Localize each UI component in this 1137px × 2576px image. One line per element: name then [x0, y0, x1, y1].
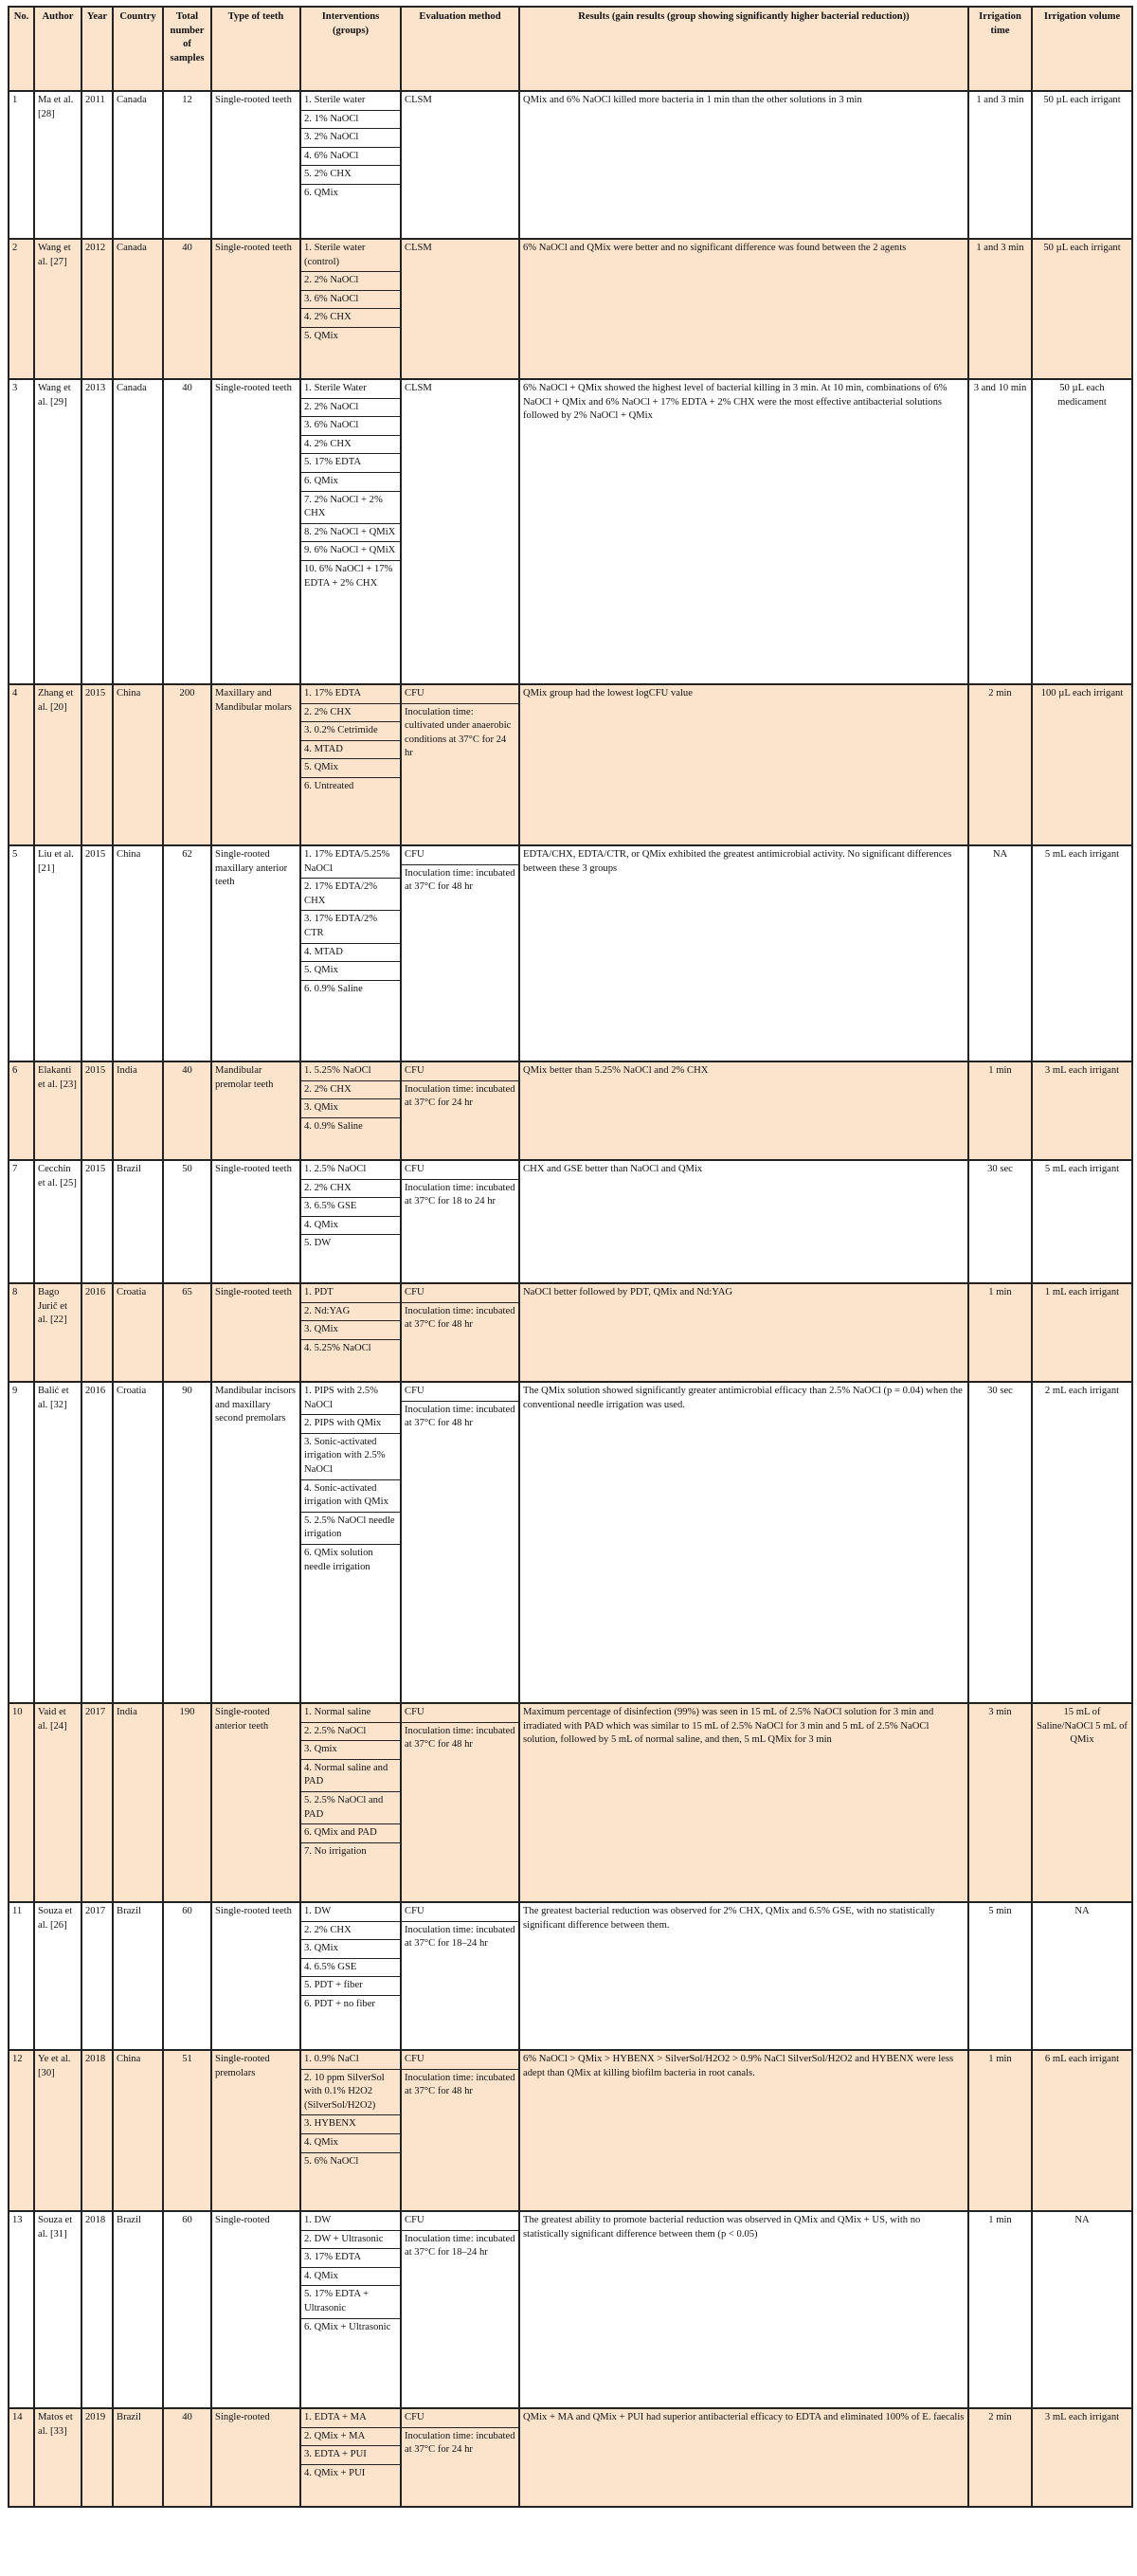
intervention-item: 3. QMix [301, 1321, 400, 1340]
header-no: No. [9, 7, 34, 91]
cell-year: 2015 [81, 1160, 113, 1283]
intervention-item: 2. DW + Ultrasonic [301, 2231, 400, 2250]
cell-evaluation [401, 2050, 519, 2211]
intervention-item: 6. QMix [304, 188, 338, 199]
cell-time: 1 min [968, 1061, 1032, 1160]
cell-author: Matos et al. [33] [34, 2408, 81, 2507]
header-volume: Irrigation volume [1032, 7, 1132, 91]
intervention-item: 5. QMix [301, 759, 400, 778]
cell-year: 2015 [81, 845, 113, 1061]
cell-samples: 12 [163, 91, 211, 239]
cell-year: 2013 [81, 379, 113, 684]
cell-author: Souza et al. [26] [34, 1902, 81, 2050]
intervention-item: 3. EDTA + PUI [301, 2446, 400, 2465]
intervention-item: 3. HYBENX [301, 2115, 400, 2134]
cell-time: 3 and 10 min [968, 379, 1032, 684]
cell-author: Cecchin et al. [25] [34, 1160, 81, 1283]
cell-interventions [300, 2050, 401, 2211]
inoculation-note: Inoculation time: incubated at 37°C for 48 hr [405, 1305, 515, 1331]
cell-no: 9 [9, 1382, 34, 1703]
cell-evaluation [401, 1283, 519, 1382]
cell-author: Balić et al. [32] [34, 1382, 81, 1703]
cell-year: 2016 [81, 1382, 113, 1703]
intervention-item: 4. 5.25% NaOCl [304, 1342, 371, 1353]
intervention-item: 1. EDTA + MA [301, 2409, 400, 2428]
intervention-item: 1. 2.5% NaOCl [301, 1161, 400, 1180]
intervention-item: 4. 2% CHX [301, 309, 400, 328]
intervention-item: 2. 10 ppm SilverSol with 0.1% H2O2 (SilverSol/H2O2) [301, 2070, 400, 2116]
intervention-item: 2. 17% EDTA/2% CHX [301, 879, 400, 911]
cell-results: 6% NaOCl > QMix > HYBENX > SilverSol/H2O2 > 0.9% NaCl SilverSol/H2O2 and HYBENX were less adept than QMix at killing biofilm bacteria in root canals. [519, 2050, 968, 2211]
header-author: Author [34, 7, 81, 91]
intervention-item: 5. DW [304, 1238, 332, 1249]
cell-year: 2015 [81, 684, 113, 845]
intervention-item: 5. QMix [301, 962, 400, 981]
cell-results: QMix and 6% NaOCl killed more bacteria in 1 min than the other solutions in 3 min [519, 91, 968, 239]
cell-time: 2 min [968, 2408, 1032, 2507]
cell-country: Canada [113, 91, 163, 239]
intervention-item: 1. Sterile Water [301, 380, 400, 399]
table-row [9, 1382, 1132, 1703]
cell-teeth: Maxillary and Mandibular molars [211, 684, 300, 845]
cell-no: 1 [9, 91, 34, 239]
cell-teeth: Single-rooted teeth [211, 379, 300, 684]
cell-evaluation [401, 684, 519, 845]
intervention-item: 4. 6.5% GSE [301, 1959, 400, 1978]
cell-results: 6% NaOCl + QMix showed the highest level of bacterial killing in 3 min. At 10 min, combinations of 6% NaOCl + QMix and 6% NaOCl + 17% EDTA + 2% CHX were the most effective antibacterial solutions followed by 2% NaOCl + QMix [519, 379, 968, 684]
intervention-item: 6. QMix [301, 473, 400, 492]
cell-year: 2018 [81, 2050, 113, 2211]
intervention-item: 2. 1% NaOCl [301, 111, 400, 130]
intervention-item: 3. Sonic-activated irrigation with 2.5% NaOCl [301, 1434, 400, 1480]
cell-time: 2 min [968, 684, 1032, 845]
cell-results: QMix better than 5.25% NaOCl and 2% CHX [519, 1061, 968, 1160]
intervention-item: 7. 2% NaOCl + 2% CHX [301, 492, 400, 524]
cell-teeth: Single-rooted teeth [211, 239, 300, 379]
intervention-item: 6. QMix and PAD [301, 1824, 400, 1843]
cell-interventions [300, 1382, 401, 1703]
inoculation-note: Inoculation time: incubated at 37°C for 24 hr [405, 2430, 515, 2456]
cell-year: 2018 [81, 2211, 113, 2408]
intervention-item: 7. No irrigation [304, 1845, 367, 1857]
cell-time: 1 min [968, 2050, 1032, 2211]
intervention-item: 1. Sterile water [301, 92, 400, 111]
intervention-item: 1. DW [301, 2212, 400, 2231]
table-row [9, 1283, 1132, 1382]
cell-author: Wang et al. [27] [34, 239, 81, 379]
cell-country: Canada [113, 239, 163, 379]
cell-results: The QMix solution showed significantly greater antimicrobial efficacy than 2.5% NaOCl (p = 0.04) when the conventional needle irrigation was used. [519, 1382, 968, 1703]
intervention-item: 2. 2% CHX [301, 704, 400, 723]
cell-evaluation [401, 379, 519, 684]
cell-no: 7 [9, 1160, 34, 1283]
intervention-item: 1. PIPS with 2.5% NaOCl [301, 1383, 400, 1415]
table-row [9, 1902, 1132, 2050]
cell-country: Canada [113, 379, 163, 684]
header-row [9, 7, 1132, 91]
intervention-item: 3. QMix [301, 1099, 400, 1118]
cell-teeth: Single-rooted maxillary anterior teeth [211, 845, 300, 1061]
cell-interventions [300, 91, 401, 239]
intervention-item: 10. 6% NaOCl + 17% EDTA + 2% CHX [304, 564, 393, 589]
intervention-item: 4. 2% CHX [301, 436, 400, 455]
cell-teeth: Single-rooted teeth [211, 1902, 300, 2050]
cell-interventions [300, 1902, 401, 2050]
cell-author: Wang et al. [29] [34, 379, 81, 684]
table-row [9, 2050, 1132, 2211]
header-results: Results (gain results (group showing significantly higher bacterial reduction)) [519, 7, 968, 91]
cell-samples: 90 [163, 1382, 211, 1703]
cell-no: 11 [9, 1902, 34, 2050]
cell-samples: 40 [163, 2408, 211, 2507]
cell-author: Ma et al. [28] [34, 91, 81, 239]
intervention-item: 1. 17% EDTA [301, 685, 400, 704]
cell-teeth: Single-rooted premolars [211, 2050, 300, 2211]
inoculation-note: Inoculation time: incubated at 37°C for 18–24 hr [405, 1924, 515, 1950]
table-row [9, 91, 1132, 239]
cell-volume: 5 mL each irrigant [1032, 1160, 1132, 1283]
cell-interventions [300, 845, 401, 1061]
cell-samples: 62 [163, 845, 211, 1061]
cell-time: 30 sec [968, 1160, 1032, 1283]
cell-time: 5 min [968, 1902, 1032, 2050]
cell-teeth: Single-rooted teeth [211, 91, 300, 239]
cell-year: 2012 [81, 239, 113, 379]
intervention-item: 5. 2% CHX [301, 166, 400, 185]
table-row [9, 2408, 1132, 2507]
cell-no: 14 [9, 2408, 34, 2507]
intervention-item: 3. 6% NaOCl [301, 417, 400, 436]
cell-country: China [113, 684, 163, 845]
intervention-item: 4. QMix [301, 2268, 400, 2287]
cell-no: 4 [9, 684, 34, 845]
cell-samples: 40 [163, 239, 211, 379]
cell-interventions [300, 2408, 401, 2507]
intervention-item: 4. QMix [301, 1217, 400, 1236]
intervention-item: 6. 0.9% Saline [304, 983, 363, 994]
intervention-item: 5. 6% NaOCl [304, 2155, 359, 2167]
cell-volume: NA [1032, 2211, 1132, 2408]
intervention-item: 3. 0.2% Cetrimide [301, 722, 400, 741]
studies-table [8, 6, 1133, 2508]
header-evaluation: Evaluation method [401, 7, 519, 91]
cell-volume: 1 mL each irrigant [1032, 1283, 1132, 1382]
cell-evaluation [401, 1061, 519, 1160]
cell-year: 2017 [81, 1902, 113, 2050]
intervention-item: 6. PDT + no fiber [304, 1999, 375, 2010]
cell-year: 2017 [81, 1703, 113, 1902]
intervention-item: 2. 2% CHX [301, 1922, 400, 1941]
table-row [9, 1703, 1132, 1902]
cell-country: Brazil [113, 1160, 163, 1283]
cell-author: Ye et al. [30] [34, 2050, 81, 2211]
cell-evaluation [401, 845, 519, 1061]
cell-evaluation [401, 1703, 519, 1902]
intervention-item: 1. 0.9% NaCl [301, 2051, 400, 2070]
cell-country: Croatia [113, 1283, 163, 1382]
cell-teeth: Mandibular incisors and maxillary second premolars [211, 1382, 300, 1703]
evaluation-method: CFU [402, 2212, 518, 2231]
intervention-item: 4. 0.9% Saline [304, 1120, 363, 1132]
cell-samples: 200 [163, 684, 211, 845]
cell-evaluation [401, 1382, 519, 1703]
evaluation-method: CFU [402, 1161, 518, 1180]
cell-volume: 50 µL each irrigant [1032, 91, 1132, 239]
cell-no: 8 [9, 1283, 34, 1382]
cell-author: Vaid et al. [24] [34, 1703, 81, 1902]
cell-author: Liu et al. [21] [34, 845, 81, 1061]
cell-year: 2016 [81, 1283, 113, 1382]
cell-teeth: Single-rooted [211, 2211, 300, 2408]
intervention-item: 4. QMix [301, 2134, 400, 2153]
cell-country: India [113, 1703, 163, 1902]
cell-no: 10 [9, 1703, 34, 1902]
cell-year: 2015 [81, 1061, 113, 1160]
intervention-item: 9. 6% NaOCl + QMiX [301, 542, 400, 561]
table-row [9, 845, 1132, 1061]
intervention-item: 4. MTAD [301, 944, 400, 963]
intervention-item: 1. 17% EDTA/5.25% NaOCl [301, 846, 400, 879]
evaluation-method: CFU [402, 1062, 518, 1081]
evaluation-method: CFU [402, 1903, 518, 1922]
cell-evaluation [401, 2408, 519, 2507]
cell-interventions [300, 1703, 401, 1902]
cell-no: 6 [9, 1061, 34, 1160]
cell-country: India [113, 1061, 163, 1160]
cell-teeth: Single-rooted teeth [211, 1160, 300, 1283]
cell-results: QMix group had the lowest logCFU value [519, 684, 968, 845]
cell-evaluation [401, 239, 519, 379]
cell-results: The greatest ability to promote bacterial reduction was observed in QMix and QMix + US, with no statistically significant difference between them (p < 0.05) [519, 2211, 968, 2408]
intervention-item: 6. QMix + Ultrasonic [304, 2321, 391, 2332]
cell-country: China [113, 845, 163, 1061]
cell-country: Croatia [113, 1382, 163, 1703]
table-row [9, 684, 1132, 845]
intervention-item: 3. Qmix [301, 1741, 400, 1760]
cell-results: The greatest bacterial reduction was observed for 2% CHX, QMix and 6.5% GSE, with no statistically significant difference between them. [519, 1902, 968, 2050]
inoculation-note: Inoculation time: incubated at 37°C for 18–24 hr [405, 2233, 515, 2259]
cell-samples: 190 [163, 1703, 211, 1902]
evaluation-method: CFU [402, 2051, 518, 2070]
cell-samples: 40 [163, 1061, 211, 1160]
cell-samples: 51 [163, 2050, 211, 2211]
cell-interventions [300, 239, 401, 379]
evaluation-method: CFU [402, 685, 518, 704]
evaluation-method: CLSM [405, 383, 432, 393]
intervention-item: 3. 2% NaOCl [301, 129, 400, 148]
cell-no: 13 [9, 2211, 34, 2408]
intervention-item: 5. 2.5% NaOCl needle irrigation [301, 1513, 400, 1545]
cell-time: 1 and 3 min [968, 91, 1032, 239]
table-row [9, 1160, 1132, 1283]
intervention-item: 1. DW [301, 1903, 400, 1922]
cell-country: China [113, 2050, 163, 2211]
table-row [9, 1061, 1132, 1160]
intervention-item: 3. 17% EDTA [301, 2249, 400, 2268]
cell-country: Brazil [113, 1902, 163, 2050]
header-interventions: Interventions (groups) [300, 7, 401, 91]
cell-interventions [300, 1283, 401, 1382]
intervention-item: 5. PDT + fiber [301, 1977, 400, 1996]
cell-country: Brazil [113, 2211, 163, 2408]
cell-time: NA [968, 845, 1032, 1061]
intervention-item: 3. 6% NaOCl [301, 291, 400, 310]
cell-results: Maximum percentage of disinfection (99%) was seen in 15 mL of 2.5% NaOCl solution for 3 min and irradiated with PAD which was similar to 15 mL of 2.5% NaOCl for 3 min and 5 mL of 2.5% NaOCl solution, followed by 5 mL of normal saline, and then, 5 mL QMix for 3 min [519, 1703, 968, 1902]
cell-teeth: Mandibular premolar teeth [211, 1061, 300, 1160]
table-row [9, 379, 1132, 684]
cell-volume: 100 µL each irrigant [1032, 684, 1132, 845]
cell-volume: NA [1032, 1902, 1132, 2050]
intervention-item: 5. 2.5% NaOCl and PAD [301, 1792, 400, 1824]
intervention-item: 4. 6% NaOCl [301, 148, 400, 167]
evaluation-method: CFU [402, 846, 518, 865]
table-body [9, 91, 1132, 2507]
inoculation-note: Inoculation time: cultivated under anaerobic conditions at 37°C for 24 hr [405, 706, 512, 759]
cell-teeth: Single-rooted [211, 2408, 300, 2507]
cell-author: Elakanti et al. [23] [34, 1061, 81, 1160]
intervention-item: 1. Sterile water (control) [301, 240, 400, 272]
intervention-item: 1. Normal saline [301, 1704, 400, 1723]
cell-evaluation [401, 91, 519, 239]
cell-samples: 50 [163, 1160, 211, 1283]
intervention-item: 4. Sonic-activated irrigation with QMix [301, 1480, 400, 1513]
cell-volume: 6 mL each irrigant [1032, 2050, 1132, 2211]
inoculation-note: Inoculation time: incubated at 37°C for 48 hr [405, 2072, 515, 2097]
table-row [9, 239, 1132, 379]
intervention-item: 5. 17% EDTA + Ultrasonic [301, 2286, 400, 2318]
cell-results: 6% NaOCl and QMix were better and no significant difference was found between the 2 agents [519, 239, 968, 379]
cell-author: Bago Jurič et al. [22] [34, 1283, 81, 1382]
intervention-item: 5. QMix [304, 331, 338, 342]
cell-author: Souza et al. [31] [34, 2211, 81, 2408]
evaluation-method: CLSM [405, 95, 432, 105]
cell-evaluation [401, 1902, 519, 2050]
intervention-item: 3. 6.5% GSE [301, 1198, 400, 1217]
intervention-item: 2. 2% CHX [301, 1180, 400, 1199]
cell-samples: 65 [163, 1283, 211, 1382]
cell-author: Zhang et al. [20] [34, 684, 81, 845]
cell-time: 30 sec [968, 1382, 1032, 1703]
cell-samples: 60 [163, 1902, 211, 2050]
intervention-item: 6. Untreated [304, 781, 354, 792]
cell-volume: 3 mL each irrigant [1032, 2408, 1132, 2507]
evaluation-method: CLSM [405, 243, 432, 253]
inoculation-note: Inoculation time: incubated at 37°C for 18 to 24 hr [405, 1182, 515, 1207]
cell-time: 3 min [968, 1703, 1032, 1902]
intervention-item: 3. QMix [301, 1940, 400, 1959]
evaluation-method: CFU [402, 1383, 518, 1402]
header-time: Irrigation time [968, 7, 1032, 91]
intervention-item: 2. 2.5% NaOCl [301, 1723, 400, 1742]
intervention-item: 2. 2% NaOCl [301, 272, 400, 291]
intervention-item: 5. 17% EDTA [301, 454, 400, 473]
cell-evaluation [401, 2211, 519, 2408]
cell-no: 3 [9, 379, 34, 684]
cell-time: 1 min [968, 2211, 1032, 2408]
inoculation-note: Inoculation time: incubated at 37°C for 48 hr [405, 1404, 515, 1429]
cell-country: Brazil [113, 2408, 163, 2507]
intervention-item: 8. 2% NaOCl + QMiX [301, 524, 400, 543]
inoculation-note: Inoculation time: incubated at 37°C for 48 hr [405, 867, 515, 893]
cell-time: 1 min [968, 1283, 1032, 1382]
intervention-item: 6. QMix solution needle irrigation [304, 1548, 373, 1572]
cell-teeth: Single-rooted teeth [211, 1283, 300, 1382]
cell-results: EDTA/CHX, EDTA/CTR, or QMix exhibited the greatest antimicrobial activity. No significant differences between these 3 groups [519, 845, 968, 1061]
cell-interventions [300, 2211, 401, 2408]
cell-interventions [300, 1061, 401, 1160]
intervention-item: 2. Nd:YAG [301, 1303, 400, 1322]
table-row [9, 2211, 1132, 2408]
header-year: Year [81, 7, 113, 91]
intervention-item: 2. PIPS with QMix [301, 1415, 400, 1434]
header-teeth: Type of teeth [211, 7, 300, 91]
header-samples: Total number of samples [163, 7, 211, 91]
cell-volume: 2 mL each irrigant [1032, 1382, 1132, 1703]
intervention-item: 2. 2% CHX [301, 1081, 400, 1100]
cell-no: 2 [9, 239, 34, 379]
cell-year: 2019 [81, 2408, 113, 2507]
intervention-item: 3. 17% EDTA/2% CTR [301, 911, 400, 943]
cell-volume: 50 µL each irrigant [1032, 239, 1132, 379]
cell-interventions [300, 1160, 401, 1283]
cell-results: NaOCl better followed by PDT, QMix and Nd:YAG [519, 1283, 968, 1382]
cell-no: 12 [9, 2050, 34, 2211]
cell-samples: 60 [163, 2211, 211, 2408]
cell-samples: 40 [163, 379, 211, 684]
cell-volume: 15 mL of Saline/NaOCl 5 mL of QMix [1032, 1703, 1132, 1902]
inoculation-note: Inoculation time: incubated at 37°C for 48 hr [405, 1725, 515, 1751]
header-country: Country [113, 7, 163, 91]
intervention-item: 2. 2% NaOCl [301, 399, 400, 418]
intervention-item: 4. Normal saline and PAD [301, 1760, 400, 1792]
cell-teeth: Single-rooted anterior teeth [211, 1703, 300, 1902]
intervention-item: 1. 5.25% NaOCl [301, 1062, 400, 1081]
cell-time: 1 and 3 min [968, 239, 1032, 379]
evaluation-method: CFU [402, 2409, 518, 2428]
cell-results: CHX and GSE better than NaOCl and QMix [519, 1160, 968, 1283]
cell-interventions [300, 684, 401, 845]
cell-volume: 50 µL each medicament [1032, 379, 1132, 684]
inoculation-note: Inoculation time: incubated at 37°C for 24 hr [405, 1083, 515, 1109]
cell-evaluation [401, 1160, 519, 1283]
cell-year: 2011 [81, 91, 113, 239]
intervention-item: 4. QMix + PUI [304, 2467, 366, 2478]
cell-interventions [300, 379, 401, 684]
evaluation-method: CFU [402, 1704, 518, 1723]
intervention-item: 1. PDT [301, 1284, 400, 1303]
cell-no: 5 [9, 845, 34, 1061]
evaluation-method: CFU [402, 1284, 518, 1303]
intervention-item: 4. MTAD [301, 741, 400, 760]
intervention-item: 2. QMix + MA [301, 2428, 400, 2447]
cell-volume: 3 mL each irrigant [1032, 1061, 1132, 1160]
cell-results: QMix + MA and QMix + PUI had superior antibacterial efficacy to EDTA and eliminated 100% of E. faecalis [519, 2408, 968, 2507]
cell-volume: 5 mL each irrigant [1032, 845, 1132, 1061]
